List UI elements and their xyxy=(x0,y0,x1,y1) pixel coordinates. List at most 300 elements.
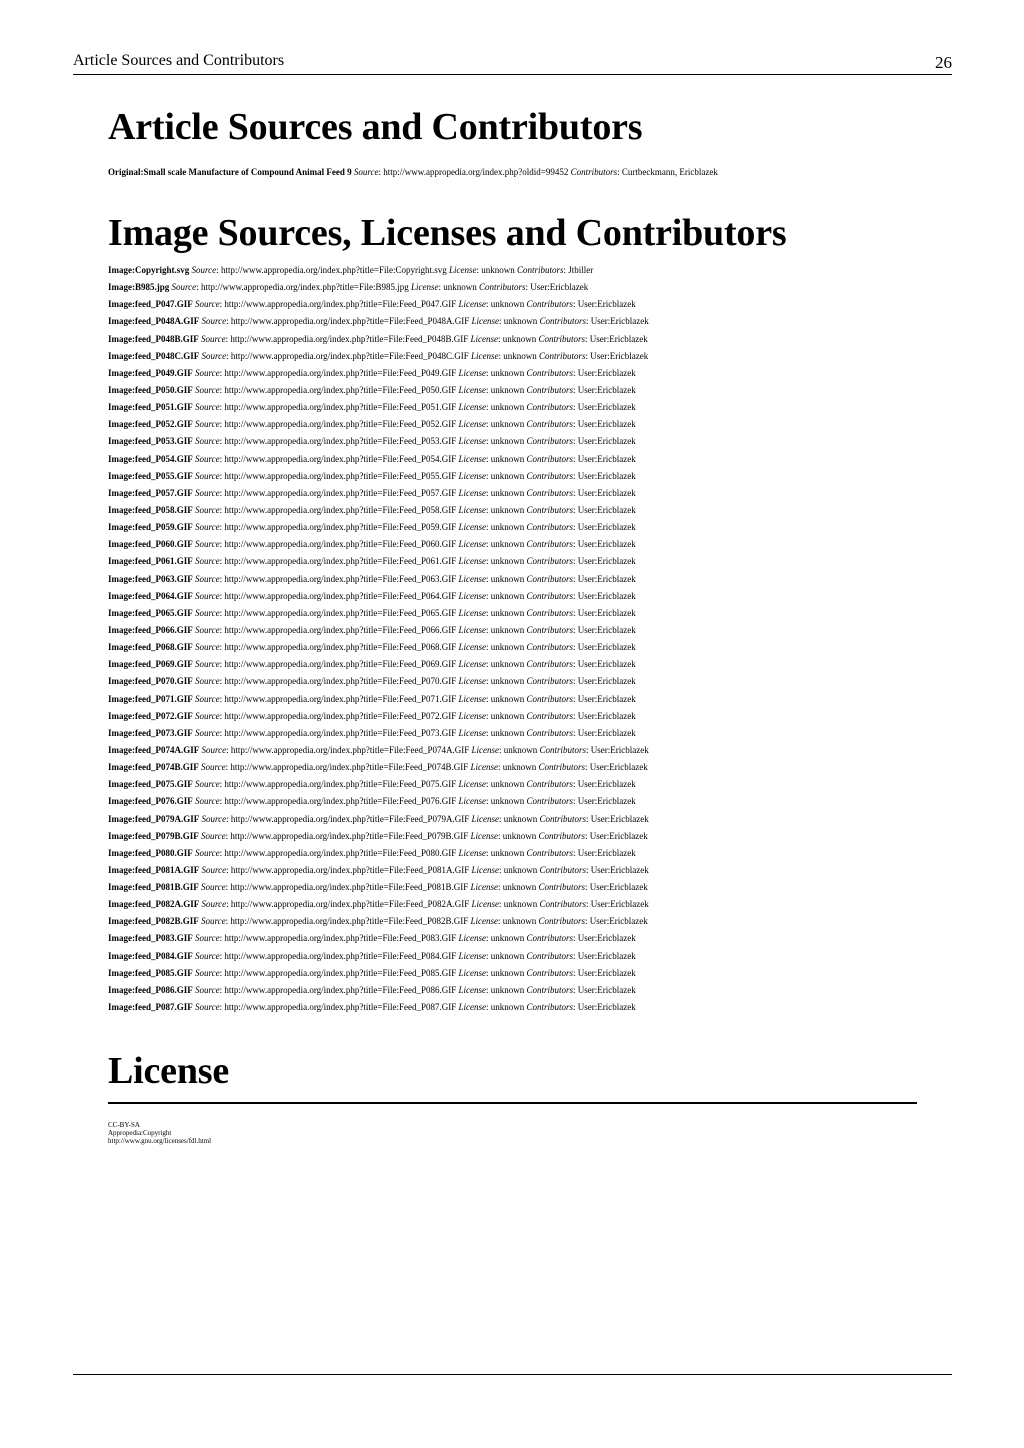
source-label: Source xyxy=(194,727,220,738)
image-contributors: User:Ericblazek xyxy=(577,710,636,721)
license-label: License xyxy=(458,299,486,310)
image-license: unknown xyxy=(490,504,525,515)
image-source-url[interactable]: http://www.appropedia.org/index.php?title=File:Feed_P083.GIF xyxy=(224,933,457,944)
contributors-label: Contributors xyxy=(526,402,574,413)
license-label: License xyxy=(458,950,486,961)
contributors-label: Contributors xyxy=(526,624,574,635)
source-label: Source xyxy=(200,830,226,841)
license-label: License xyxy=(458,676,486,687)
image-name: Image:feed_P072.GIF xyxy=(108,710,193,721)
license-label: License xyxy=(458,607,486,618)
image-license: unknown xyxy=(490,659,525,670)
license-label: License xyxy=(458,967,486,978)
image-contributors: User:Ericblazek xyxy=(589,882,648,893)
image-source-url[interactable]: http://www.appropedia.org/index.php?title=File:Feed_P076.GIF xyxy=(224,796,457,807)
source-label: Source xyxy=(194,796,220,807)
image-license: unknown xyxy=(490,436,525,447)
list-item: Image:feed_P060.GIF Source: http://www.appropedia.org/index.php?title=File:Feed_P060.GIF License: unknown Contributors: User:Ericblazek xyxy=(108,539,636,550)
image-contributors: User:Ericblazek xyxy=(577,1002,636,1013)
list-item: Image:feed_P069.GIF Source: http://www.appropedia.org/index.php?title=File:Feed_P069.GIF License: unknown Contributors: User:Ericblazek xyxy=(108,659,636,670)
list-item: Image:feed_P063.GIF Source: http://www.appropedia.org/index.php?title=File:Feed_P063.GIF License: unknown Contributors: User:Ericblazek xyxy=(108,573,636,584)
contributors-label: Contributors xyxy=(570,167,618,177)
image-source-url[interactable]: http://www.appropedia.org/index.php?title=File:Feed_P074B.GIF xyxy=(230,762,469,773)
contributors-label: Contributors xyxy=(526,967,574,978)
image-source-url[interactable]: http://www.appropedia.org/index.php?title=File:Feed_P079B.GIF xyxy=(230,830,469,841)
contributors-label: Contributors xyxy=(526,847,574,858)
image-source-url[interactable]: http://www.appropedia.org/index.php?title=File:Feed_P073.GIF xyxy=(224,727,457,738)
list-item: Image:B985.jpg Source: http://www.appropedia.org/index.php?title=File:B985.jpg License: unknown Contributors: User:Ericblazek xyxy=(108,282,589,293)
image-name: Image:feed_P084.GIF xyxy=(108,950,193,961)
license-label: License xyxy=(458,504,486,515)
license-line: Appropedia:Copyright xyxy=(108,1129,172,1137)
list-item: Image:feed_P082A.GIF Source: http://www.appropedia.org/index.php?title=File:Feed_P082A.GIF License: unknown Contributors: User:Ericblazek xyxy=(108,899,649,910)
image-source-url[interactable]: http://www.appropedia.org/index.php?title=File:Feed_P086.GIF xyxy=(224,984,457,995)
image-contributors: User:Ericblazek xyxy=(577,384,636,395)
image-license: unknown xyxy=(490,573,525,584)
image-contributors: User:Ericblazek xyxy=(577,419,636,430)
image-license: unknown xyxy=(503,813,538,824)
license-heading: License xyxy=(108,1050,230,1092)
image-license: unknown xyxy=(490,419,525,430)
source-label: Source xyxy=(201,350,227,361)
contributors-label: Contributors xyxy=(526,384,574,395)
contributors-label: Contributors xyxy=(538,830,586,841)
image-source-url[interactable]: http://www.appropedia.org/index.php?title=File:Feed_P070.GIF xyxy=(224,676,457,687)
license-label: License xyxy=(411,282,439,293)
source-label: Source xyxy=(194,642,220,653)
contributors-label: Contributors xyxy=(539,899,587,910)
license-divider xyxy=(108,1102,917,1104)
contributors-label: Contributors xyxy=(526,727,574,738)
contributors-label: Contributors xyxy=(526,539,574,550)
contributors-label: Contributors xyxy=(526,556,574,567)
image-source-url[interactable]: http://www.appropedia.org/index.php?title=File:Feed_P069.GIF xyxy=(224,659,457,670)
article-source-url[interactable]: http://www.appropedia.org/index.php?oldid=99452 xyxy=(383,167,569,177)
image-license: unknown xyxy=(490,847,525,858)
license-label: License xyxy=(471,813,499,824)
image-sources-list xyxy=(108,264,928,1018)
license-label: License xyxy=(458,642,486,653)
image-contributors: User:Ericblazek xyxy=(577,539,636,550)
image-source-url[interactable]: http://www.appropedia.org/index.php?title=File:Feed_P048B.GIF xyxy=(230,333,469,344)
source-label: Source xyxy=(194,436,220,447)
image-source-url[interactable]: http://www.appropedia.org/index.php?title=File:Feed_P085.GIF xyxy=(224,967,457,978)
image-source-url[interactable]: http://www.appropedia.org/index.php?title=File:Feed_P060.GIF xyxy=(224,539,457,550)
list-item: Image:feed_P084.GIF Source: http://www.appropedia.org/index.php?title=File:Feed_P084.GIF License: unknown Contributors: User:Ericblazek xyxy=(108,950,636,961)
image-source-url[interactable]: http://www.appropedia.org/index.php?title=File:Feed_P075.GIF xyxy=(224,779,457,790)
image-license: unknown xyxy=(490,402,525,413)
image-license: unknown xyxy=(503,864,538,875)
source-label: Source xyxy=(194,847,220,858)
image-contributors: User:Ericblazek xyxy=(577,556,636,567)
license-label: License xyxy=(458,984,486,995)
image-source-url[interactable]: http://www.appropedia.org/index.php?title=File:Feed_P081B.GIF xyxy=(230,882,469,893)
image-name: Image:feed_P070.GIF xyxy=(108,676,193,687)
list-item: Image:feed_P074A.GIF Source: http://www.appropedia.org/index.php?title=File:Feed_P074A.GIF License: unknown Contributors: User:Ericblazek xyxy=(108,744,649,755)
image-name: Image:feed_P058.GIF xyxy=(108,504,193,515)
license-label: License xyxy=(471,864,499,875)
contributors-label: Contributors xyxy=(526,642,574,653)
image-name: Image:feed_P085.GIF xyxy=(108,967,193,978)
license-label: License xyxy=(470,333,498,344)
image-name: Image:feed_P064.GIF xyxy=(108,590,193,601)
contributors-label: Contributors xyxy=(538,762,586,773)
image-name: Image:feed_P050.GIF xyxy=(108,384,193,395)
image-name: Image:feed_P069.GIF xyxy=(108,659,193,670)
source-label: Source xyxy=(200,333,226,344)
list-item: Image:feed_P057.GIF Source: http://www.appropedia.org/index.php?title=File:Feed_P057.GIF License: unknown Contributors: User:Ericblazek xyxy=(108,487,636,498)
image-license: unknown xyxy=(490,1002,525,1013)
list-item: Image:feed_P074B.GIF Source: http://www.appropedia.org/index.php?title=File:Feed_P074B.GIF License: unknown Contributors: User:Ericblazek xyxy=(108,762,648,773)
license-lines xyxy=(108,1121,211,1145)
image-license: unknown xyxy=(502,333,537,344)
image-contributors: User:Ericblazek xyxy=(590,744,649,755)
image-contributors: User:Ericblazek xyxy=(577,573,636,584)
image-contributors: User:Ericblazek xyxy=(590,316,649,327)
image-contributors: User:Ericblazek xyxy=(577,487,636,498)
source-label: Source xyxy=(194,659,220,670)
image-source-url[interactable]: http://www.appropedia.org/index.php?title=File:Feed_P063.GIF xyxy=(224,573,457,584)
list-item: Image:feed_P064.GIF Source: http://www.appropedia.org/index.php?title=File:Feed_P064.GIF License: unknown Contributors: User:Ericblazek xyxy=(108,590,636,601)
list-item: Image:feed_P065.GIF Source: http://www.appropedia.org/index.php?title=File:Feed_P065.GIF License: unknown Contributors: User:Ericblazek xyxy=(108,607,636,618)
license-label: License xyxy=(471,744,499,755)
image-contributors: User:Ericblazek xyxy=(577,796,636,807)
footer-divider xyxy=(73,1374,952,1375)
list-item: Image:feed_P071.GIF Source: http://www.appropedia.org/index.php?title=File:Feed_P071.GIF License: unknown Contributors: User:Ericblazek xyxy=(108,693,636,704)
article-sources-heading: Article Sources and Contributors xyxy=(108,106,643,148)
license-line: CC-BY-SA xyxy=(108,1121,140,1129)
image-name: Image:feed_P075.GIF xyxy=(108,779,193,790)
contributors-label: Contributors xyxy=(526,522,574,533)
image-contributors: User:Ericblazek xyxy=(577,950,636,961)
source-label: Source xyxy=(194,402,220,413)
license-label: License xyxy=(458,710,486,721)
contributors-label: Contributors xyxy=(526,984,574,995)
license-label: License xyxy=(470,830,498,841)
image-source-url[interactable]: http://www.appropedia.org/index.php?title=File:Feed_P072.GIF xyxy=(224,710,457,721)
license-label: License xyxy=(458,402,486,413)
image-source-url[interactable]: http://www.appropedia.org/index.php?title=File:Feed_P050.GIF xyxy=(224,384,457,395)
image-source-url[interactable]: http://www.appropedia.org/index.php?title=File:Feed_P071.GIF xyxy=(224,693,457,704)
list-item: Image:feed_P047.GIF Source: http://www.appropedia.org/index.php?title=File:Feed_P047.GIF License: unknown Contributors: User:Ericblazek xyxy=(108,299,636,310)
image-name: Image:feed_P057.GIF xyxy=(108,487,193,498)
image-contributors: User:Ericblazek xyxy=(577,522,636,533)
image-contributors: User:Ericblazek xyxy=(577,984,636,995)
contributors-label: Contributors xyxy=(526,436,574,447)
image-name: Image:feed_P073.GIF xyxy=(108,727,193,738)
contributors-label: Contributors xyxy=(526,487,574,498)
image-license: unknown xyxy=(490,470,525,481)
source-label: Source xyxy=(353,167,379,177)
image-source-url[interactable]: http://www.appropedia.org/index.php?title=File:Feed_P048C.GIF xyxy=(230,350,469,361)
list-item: Image:feed_P083.GIF Source: http://www.appropedia.org/index.php?title=File:Feed_P083.GIF License: unknown Contributors: User:Ericblazek xyxy=(108,933,636,944)
image-license: unknown xyxy=(490,642,525,653)
contributors-label: Contributors xyxy=(526,470,574,481)
license-label: License xyxy=(458,624,486,635)
license-label: License xyxy=(458,539,486,550)
image-source-url[interactable]: http://www.appropedia.org/index.php?title=File:Feed_P081A.GIF xyxy=(230,864,470,875)
article-source-entry: Original:Small scale Manufacture of Compound Animal Feed 9 Source: http://www.appropedia.org/index.php?oldid=99452 Contributors: Curtbeckmann, Ericblazek xyxy=(108,167,718,177)
image-name: Image:feed_P060.GIF xyxy=(108,539,193,550)
page-number: 26 xyxy=(935,53,952,72)
image-contributors: User:Ericblazek xyxy=(577,470,636,481)
source-label: Source xyxy=(194,299,220,310)
contributors-label: Contributors xyxy=(539,813,587,824)
source-label: Source xyxy=(194,556,220,567)
image-source-url[interactable]: http://www.appropedia.org/index.php?title=File:Feed_P047.GIF xyxy=(224,299,457,310)
image-name: Image:feed_P081A.GIF xyxy=(108,864,200,875)
source-label: Source xyxy=(194,573,220,584)
contributors-label: Contributors xyxy=(538,882,586,893)
image-contributors: User:Ericblazek xyxy=(577,659,636,670)
license-label: License xyxy=(458,659,486,670)
license-label: License xyxy=(470,882,498,893)
image-source-url[interactable]: http://www.appropedia.org/index.php?title=File:Feed_P066.GIF xyxy=(224,624,457,635)
image-source-url[interactable]: http://www.appropedia.org/index.php?title=File:Feed_P057.GIF xyxy=(224,487,457,498)
image-license: unknown xyxy=(490,590,525,601)
contributors-label: Contributors xyxy=(539,350,586,361)
list-item: Image:feed_P066.GIF Source: http://www.appropedia.org/index.php?title=File:Feed_P066.GIF License: unknown Contributors: User:Ericblazek xyxy=(108,624,636,635)
image-license: unknown xyxy=(490,384,525,395)
source-label: Source xyxy=(194,710,220,721)
list-item: Image:feed_P058.GIF Source: http://www.appropedia.org/index.php?title=File:Feed_P058.GIF License: unknown Contributors: User:Ericblazek xyxy=(108,504,636,515)
image-contributors: User:Ericblazek xyxy=(577,607,636,618)
image-name: Image:B985.jpg xyxy=(108,282,170,293)
license-label: License xyxy=(458,419,486,430)
image-license: unknown xyxy=(490,984,525,995)
image-contributors: User:Ericblazek xyxy=(589,762,648,773)
image-contributors: User:Ericblazek xyxy=(577,299,636,310)
image-contributors: User:Ericblazek xyxy=(589,830,648,841)
image-license: unknown xyxy=(490,367,525,378)
image-contributors: User:Ericblazek xyxy=(577,933,636,944)
source-label: Source xyxy=(194,419,220,430)
list-item: Image:feed_P054.GIF Source: http://www.appropedia.org/index.php?title=File:Feed_P054.GIF License: unknown Contributors: User:Ericblazek xyxy=(108,453,636,464)
image-sources-heading: Image Sources, Licenses and Contributors xyxy=(108,212,787,254)
contributors-label: Contributors xyxy=(526,607,574,618)
source-label: Source xyxy=(201,813,227,824)
image-contributors: User:Ericblazek xyxy=(589,916,648,927)
image-name: Image:feed_P080.GIF xyxy=(108,847,193,858)
list-item: Image:feed_P048B.GIF Source: http://www.appropedia.org/index.php?title=File:Feed_P048B.GIF License: unknown Contributors: User:Ericblazek xyxy=(108,333,648,344)
contributors-label: Contributors xyxy=(526,1002,574,1013)
license-label: License xyxy=(458,693,486,704)
image-source-url[interactable]: http://www.appropedia.org/index.php?title=File:Feed_P055.GIF xyxy=(224,470,457,481)
image-source-url[interactable]: http://www.appropedia.org/index.php?title=File:Feed_P054.GIF xyxy=(224,453,457,464)
source-label: Source xyxy=(194,933,220,944)
image-source-url[interactable]: http://www.appropedia.org/index.php?title=File:B985.jpg xyxy=(200,282,409,293)
image-name: Image:feed_P047.GIF xyxy=(108,299,193,310)
image-contributors: User:Ericblazek xyxy=(577,436,636,447)
image-name: Image:feed_P083.GIF xyxy=(108,933,193,944)
contributors-label: Contributors xyxy=(526,693,574,704)
image-source-url[interactable]: http://www.appropedia.org/index.php?title=File:Feed_P051.GIF xyxy=(224,402,457,413)
image-contributors: User:Ericblazek xyxy=(577,642,636,653)
image-license: unknown xyxy=(490,933,525,944)
image-source-url[interactable]: http://www.appropedia.org/index.php?title=File:Feed_P074A.GIF xyxy=(230,744,470,755)
contributors-label: Contributors xyxy=(479,282,526,293)
image-source-url[interactable]: http://www.appropedia.org/index.php?title=File:Feed_P082B.GIF xyxy=(230,916,469,927)
image-name: Image:feed_P048A.GIF xyxy=(108,316,200,327)
contributors-label: Contributors xyxy=(517,265,564,275)
image-license: unknown xyxy=(502,830,537,841)
source-label: Source xyxy=(194,367,220,378)
list-item: Image:feed_P081B.GIF Source: http://www.appropedia.org/index.php?title=File:Feed_P081B.GIF License: unknown Contributors: User:Ericblazek xyxy=(108,882,648,893)
image-source-url[interactable]: http://www.appropedia.org/index.php?title=File:Feed_P059.GIF xyxy=(224,522,457,533)
image-contributors: User:Ericblazek xyxy=(577,693,636,704)
contributors-label: Contributors xyxy=(526,367,574,378)
image-name: Image:feed_P068.GIF xyxy=(108,642,193,653)
contributors-label: Contributors xyxy=(526,779,574,790)
image-contributors: User:Ericblazek xyxy=(577,779,636,790)
image-contributors: User:Ericblazek xyxy=(589,333,648,344)
source-label: Source xyxy=(194,590,220,601)
source-label: Source xyxy=(194,539,220,550)
list-item: Image:feed_P079B.GIF Source: http://www.appropedia.org/index.php?title=File:Feed_P079B.GIF License: unknown Contributors: User:Ericblazek xyxy=(108,830,648,841)
list-item: Image:feed_P055.GIF Source: http://www.appropedia.org/index.php?title=File:Feed_P055.GIF License: unknown Contributors: User:Ericblazek xyxy=(108,470,636,481)
license-label: License xyxy=(458,367,486,378)
image-license: unknown xyxy=(481,265,515,275)
contributors-label: Contributors xyxy=(539,864,587,875)
image-source-url[interactable]: http://www.appropedia.org/index.php?title=File:Feed_P087.GIF xyxy=(224,1002,457,1013)
image-source-url[interactable]: http://www.appropedia.org/index.php?title=File:Feed_P082A.GIF xyxy=(230,899,470,910)
image-name: Image:feed_P059.GIF xyxy=(108,522,193,533)
source-label: Source xyxy=(191,265,217,275)
image-license: unknown xyxy=(490,556,525,567)
source-label: Source xyxy=(194,967,220,978)
image-name: Image:feed_P048B.GIF xyxy=(108,333,199,344)
contributors-label: Contributors xyxy=(526,710,574,721)
source-label: Source xyxy=(201,316,227,327)
image-license: unknown xyxy=(503,744,538,755)
image-name: Image:feed_P055.GIF xyxy=(108,470,193,481)
license-label: License xyxy=(458,436,486,447)
image-name: Image:feed_P063.GIF xyxy=(108,573,193,584)
list-item: Image:feed_P085.GIF Source: http://www.appropedia.org/index.php?title=File:Feed_P085.GIF License: unknown Contributors: User:Ericblazek xyxy=(108,967,636,978)
image-name: Image:feed_P087.GIF xyxy=(108,1002,193,1013)
list-item: Image:feed_P087.GIF Source: http://www.appropedia.org/index.php?title=File:Feed_P087.GIF License: unknown Contributors: User:Ericblazek xyxy=(108,1002,636,1013)
image-name: Image:feed_P082B.GIF xyxy=(108,916,199,927)
image-source-url[interactable]: http://www.appropedia.org/index.php?title=File:Feed_P061.GIF xyxy=(224,556,457,567)
image-name: Image:feed_P048C.GIF xyxy=(108,350,200,361)
list-item: Image:feed_P076.GIF Source: http://www.appropedia.org/index.php?title=File:Feed_P076.GIF License: unknown Contributors: User:Ericblazek xyxy=(108,796,636,807)
list-item: Image:feed_P072.GIF Source: http://www.appropedia.org/index.php?title=File:Feed_P072.GIF License: unknown Contributors: User:Ericblazek xyxy=(108,710,636,721)
image-contributors: User:Ericblazek xyxy=(577,624,636,635)
image-source-url[interactable]: http://www.appropedia.org/index.php?title=File:Feed_P048A.GIF xyxy=(230,316,470,327)
image-contributors: User:Ericblazek xyxy=(577,402,636,413)
license-label: License xyxy=(458,727,486,738)
license-label: License xyxy=(458,556,486,567)
image-contributors: User:Ericblazek xyxy=(590,350,649,361)
image-name: Image:feed_P081B.GIF xyxy=(108,882,199,893)
image-license: unknown xyxy=(443,282,477,293)
license-label: License xyxy=(458,933,486,944)
image-source-url[interactable]: http://www.appropedia.org/index.php?title=File:Feed_P079A.GIF xyxy=(230,813,470,824)
source-label: Source xyxy=(201,864,227,875)
image-license: unknown xyxy=(490,779,525,790)
image-license: unknown xyxy=(490,539,525,550)
source-label: Source xyxy=(201,899,227,910)
image-name: Image:feed_P065.GIF xyxy=(108,607,193,618)
image-source-url[interactable]: http://www.appropedia.org/index.php?title=File:Feed_P058.GIF xyxy=(224,504,457,515)
image-source-url[interactable]: http://www.appropedia.org/index.php?title=File:Feed_P065.GIF xyxy=(224,607,457,618)
image-name: Image:feed_P051.GIF xyxy=(108,402,193,413)
contributors-label: Contributors xyxy=(526,419,574,430)
contributors-label: Contributors xyxy=(526,796,574,807)
contributors-label: Contributors xyxy=(538,916,586,927)
list-item: Image:feed_P079A.GIF Source: http://www.appropedia.org/index.php?title=File:Feed_P079A.GIF License: unknown Contributors: User:Ericblazek xyxy=(108,813,649,824)
license-label: License xyxy=(458,1002,486,1013)
image-license: unknown xyxy=(502,762,537,773)
license-label: License xyxy=(458,779,486,790)
list-item: Image:feed_P080.GIF Source: http://www.appropedia.org/index.php?title=File:Feed_P080.GIF License: unknown Contributors: User:Ericblazek xyxy=(108,847,636,858)
list-item: Image:feed_P059.GIF Source: http://www.appropedia.org/index.php?title=File:Feed_P059.GIF License: unknown Contributors: User:Ericblazek xyxy=(108,522,636,533)
source-label: Source xyxy=(194,676,220,687)
list-item: Image:feed_P068.GIF Source: http://www.appropedia.org/index.php?title=File:Feed_P068.GIF License: unknown Contributors: User:Ericblazek xyxy=(108,642,636,653)
license-label: License xyxy=(458,573,486,584)
contributors-label: Contributors xyxy=(526,590,574,601)
list-item: Image:feed_P081A.GIF Source: http://www.appropedia.org/index.php?title=File:Feed_P081A.GIF License: unknown Contributors: User:Ericblazek xyxy=(108,864,649,875)
contributors-label: Contributors xyxy=(526,659,574,670)
list-item: Image:feed_P048A.GIF Source: http://www.appropedia.org/index.php?title=File:Feed_P048A.GIF License: unknown Contributors: User:Ericblazek xyxy=(108,316,649,327)
image-source-url[interactable]: http://www.appropedia.org/index.php?title=File:Feed_P080.GIF xyxy=(224,847,457,858)
list-item: Image:feed_P051.GIF Source: http://www.appropedia.org/index.php?title=File:Feed_P051.GIF License: unknown Contributors: User:Ericblazek xyxy=(108,402,636,413)
image-name: Image:feed_P071.GIF xyxy=(108,693,193,704)
image-source-url[interactable]: http://www.appropedia.org/index.php?title=File:Feed_P052.GIF xyxy=(224,419,457,430)
list-item: Image:feed_P070.GIF Source: http://www.appropedia.org/index.php?title=File:Feed_P070.GIF License: unknown Contributors: User:Ericblazek xyxy=(108,676,636,687)
license-label: License xyxy=(458,522,486,533)
image-contributors: User:Ericblazek xyxy=(577,367,636,378)
list-item: Image:feed_P086.GIF Source: http://www.appropedia.org/index.php?title=File:Feed_P086.GIF License: unknown Contributors: User:Ericblazek xyxy=(108,984,636,995)
contributors-label: Contributors xyxy=(538,333,586,344)
image-license: unknown xyxy=(490,607,525,618)
image-source-url[interactable]: http://www.appropedia.org/index.php?title=File:Feed_P068.GIF xyxy=(224,642,457,653)
image-source-url[interactable]: http://www.appropedia.org/index.php?title=File:Copyright.svg xyxy=(220,265,447,275)
image-name: Image:Copyright.svg xyxy=(108,265,190,275)
image-source-url[interactable]: http://www.appropedia.org/index.php?title=File:Feed_P084.GIF xyxy=(224,950,457,961)
image-license: unknown xyxy=(490,796,525,807)
license-label: License xyxy=(470,350,499,361)
list-item: Image:feed_P082B.GIF Source: http://www.appropedia.org/index.php?title=File:Feed_P082B.GIF License: unknown Contributors: User:Ericblazek xyxy=(108,916,648,927)
source-label: Source xyxy=(194,487,220,498)
image-source-url[interactable]: http://www.appropedia.org/index.php?title=File:Feed_P053.GIF xyxy=(224,436,457,447)
article-contributors: Curtbeckmann, Ericblazek xyxy=(621,167,718,177)
license-label: License xyxy=(458,847,486,858)
image-name: Image:feed_P052.GIF xyxy=(108,419,193,430)
image-license: unknown xyxy=(490,522,525,533)
license-label: License xyxy=(458,470,486,481)
image-contributors: User:Ericblazek xyxy=(577,590,636,601)
image-license: unknown xyxy=(490,727,525,738)
image-license: unknown xyxy=(490,676,525,687)
image-contributors: User:Ericblazek xyxy=(577,676,636,687)
image-source-url[interactable]: http://www.appropedia.org/index.php?title=File:Feed_P049.GIF xyxy=(224,367,457,378)
source-label: Source xyxy=(194,453,220,464)
license-line[interactable]: http://www.gnu.org/licenses/fdl.html xyxy=(108,1137,212,1145)
image-source-url[interactable]: http://www.appropedia.org/index.php?title=File:Feed_P064.GIF xyxy=(224,590,457,601)
article-name: Original:Small scale Manufacture of Compound Animal Feed 9 xyxy=(108,167,352,177)
image-name: Image:feed_P061.GIF xyxy=(108,556,193,567)
list-item: Image:feed_P075.GIF Source: http://www.appropedia.org/index.php?title=File:Feed_P075.GIF License: unknown Contributors: User:Ericblazek xyxy=(108,779,636,790)
image-license: unknown xyxy=(502,916,537,927)
image-contributors: User:Ericblazek xyxy=(577,453,636,464)
image-license: unknown xyxy=(503,316,538,327)
source-label: Source xyxy=(194,522,220,533)
list-item: Image:feed_P053.GIF Source: http://www.appropedia.org/index.php?title=File:Feed_P053.GIF License: unknown Contributors: User:Ericblazek xyxy=(108,436,636,447)
image-license: unknown xyxy=(490,693,525,704)
image-contributors: User:Ericblazek xyxy=(590,899,649,910)
contributors-label: Contributors xyxy=(526,676,574,687)
